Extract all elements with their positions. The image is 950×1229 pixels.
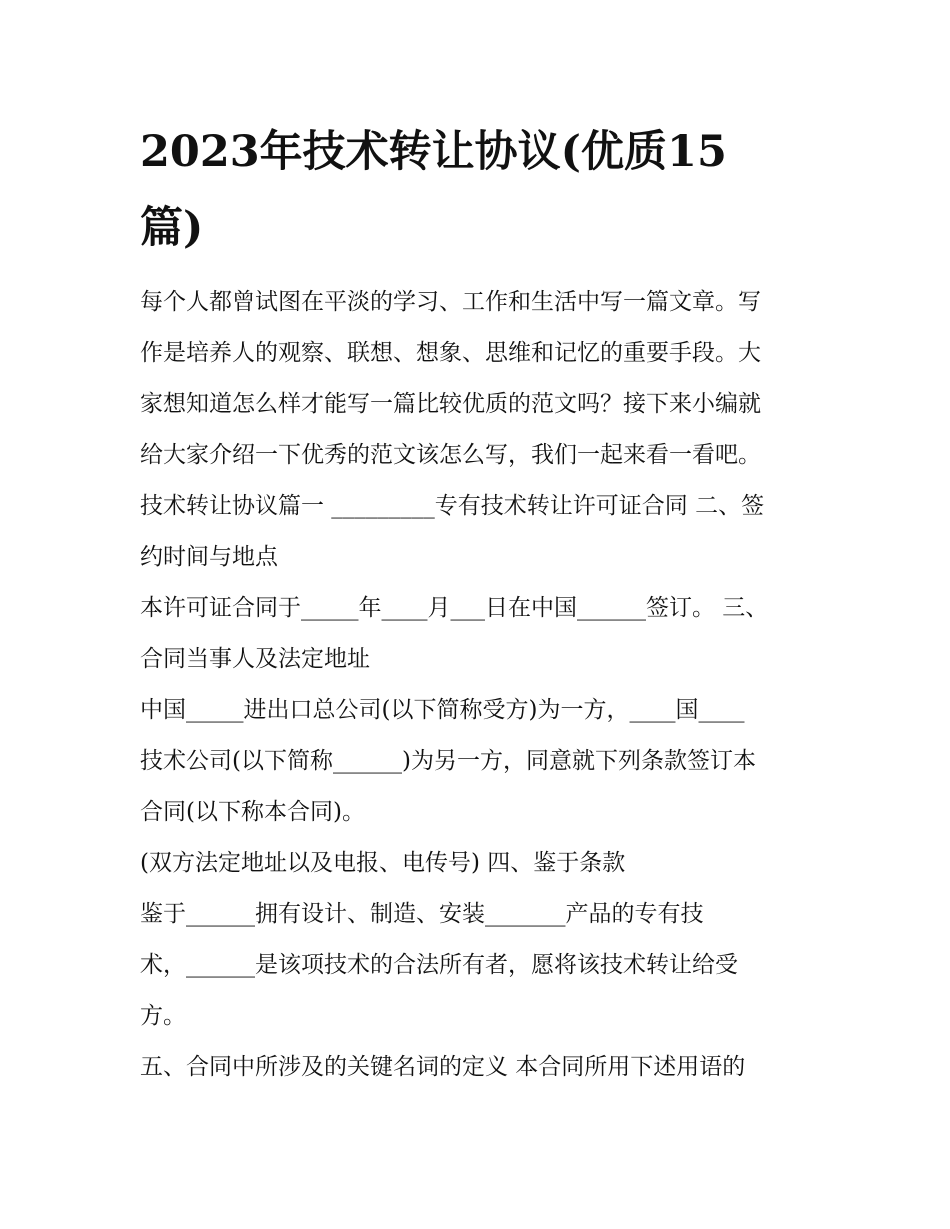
paragraph-line: 中国_____进出口总公司(以下简称受方)为一方，____国____ [140,697,745,723]
paragraph-line: 术，______是该项技术的合法所有者，愿将该技术转让给受 [140,952,738,978]
paragraph-line: 合同当事人及法定地址 [140,646,370,672]
document-body [140,277,820,1093]
paragraph-line: 约时间与地点 [140,544,278,570]
paragraph-line: 每个人都曾试图在平淡的学习、工作和生活中写一篇文章。写 [140,289,761,315]
paragraph-line: 合同(以下称本合同)。 [140,799,365,825]
paragraph-line: 给大家介绍一下优秀的范文该怎么写，我们一起来看一看吧。 [140,442,761,468]
paragraph-line: 作是培养人的观察、联想、想象、思维和记忆的重要手段。大 [140,340,761,366]
paragraph-line: 技术公司(以下简称______)为另一方，同意就下列条款签订本 [140,748,756,774]
paragraph-line: 本许可证合同于_____年____月___日在中国______签订。 三、 [140,595,769,621]
paragraph-line: 技术转让协议篇一 _________专有技术转让许可证合同 二、签 [140,493,765,519]
paragraph-line: 家想知道怎么样才能写一篇比较优质的范文吗？接下来小编就 [140,391,761,417]
document-title [140,114,830,266]
paragraph-line: (双方法定地址以及电报、电传号) 四、鉴于条款 [140,850,626,876]
paragraph-line: 方。 [140,1003,186,1029]
paragraph-line: 鉴于______拥有设计、制造、安装_______产品的专有技 [140,901,704,927]
title-line-2: 篇) [140,203,204,253]
paragraph-line: 五、合同中所涉及的关键名词的定义 本合同所用下述用语的 [140,1054,746,1080]
title-line-1: 2023年技术转让协议(优质15 [140,127,727,177]
